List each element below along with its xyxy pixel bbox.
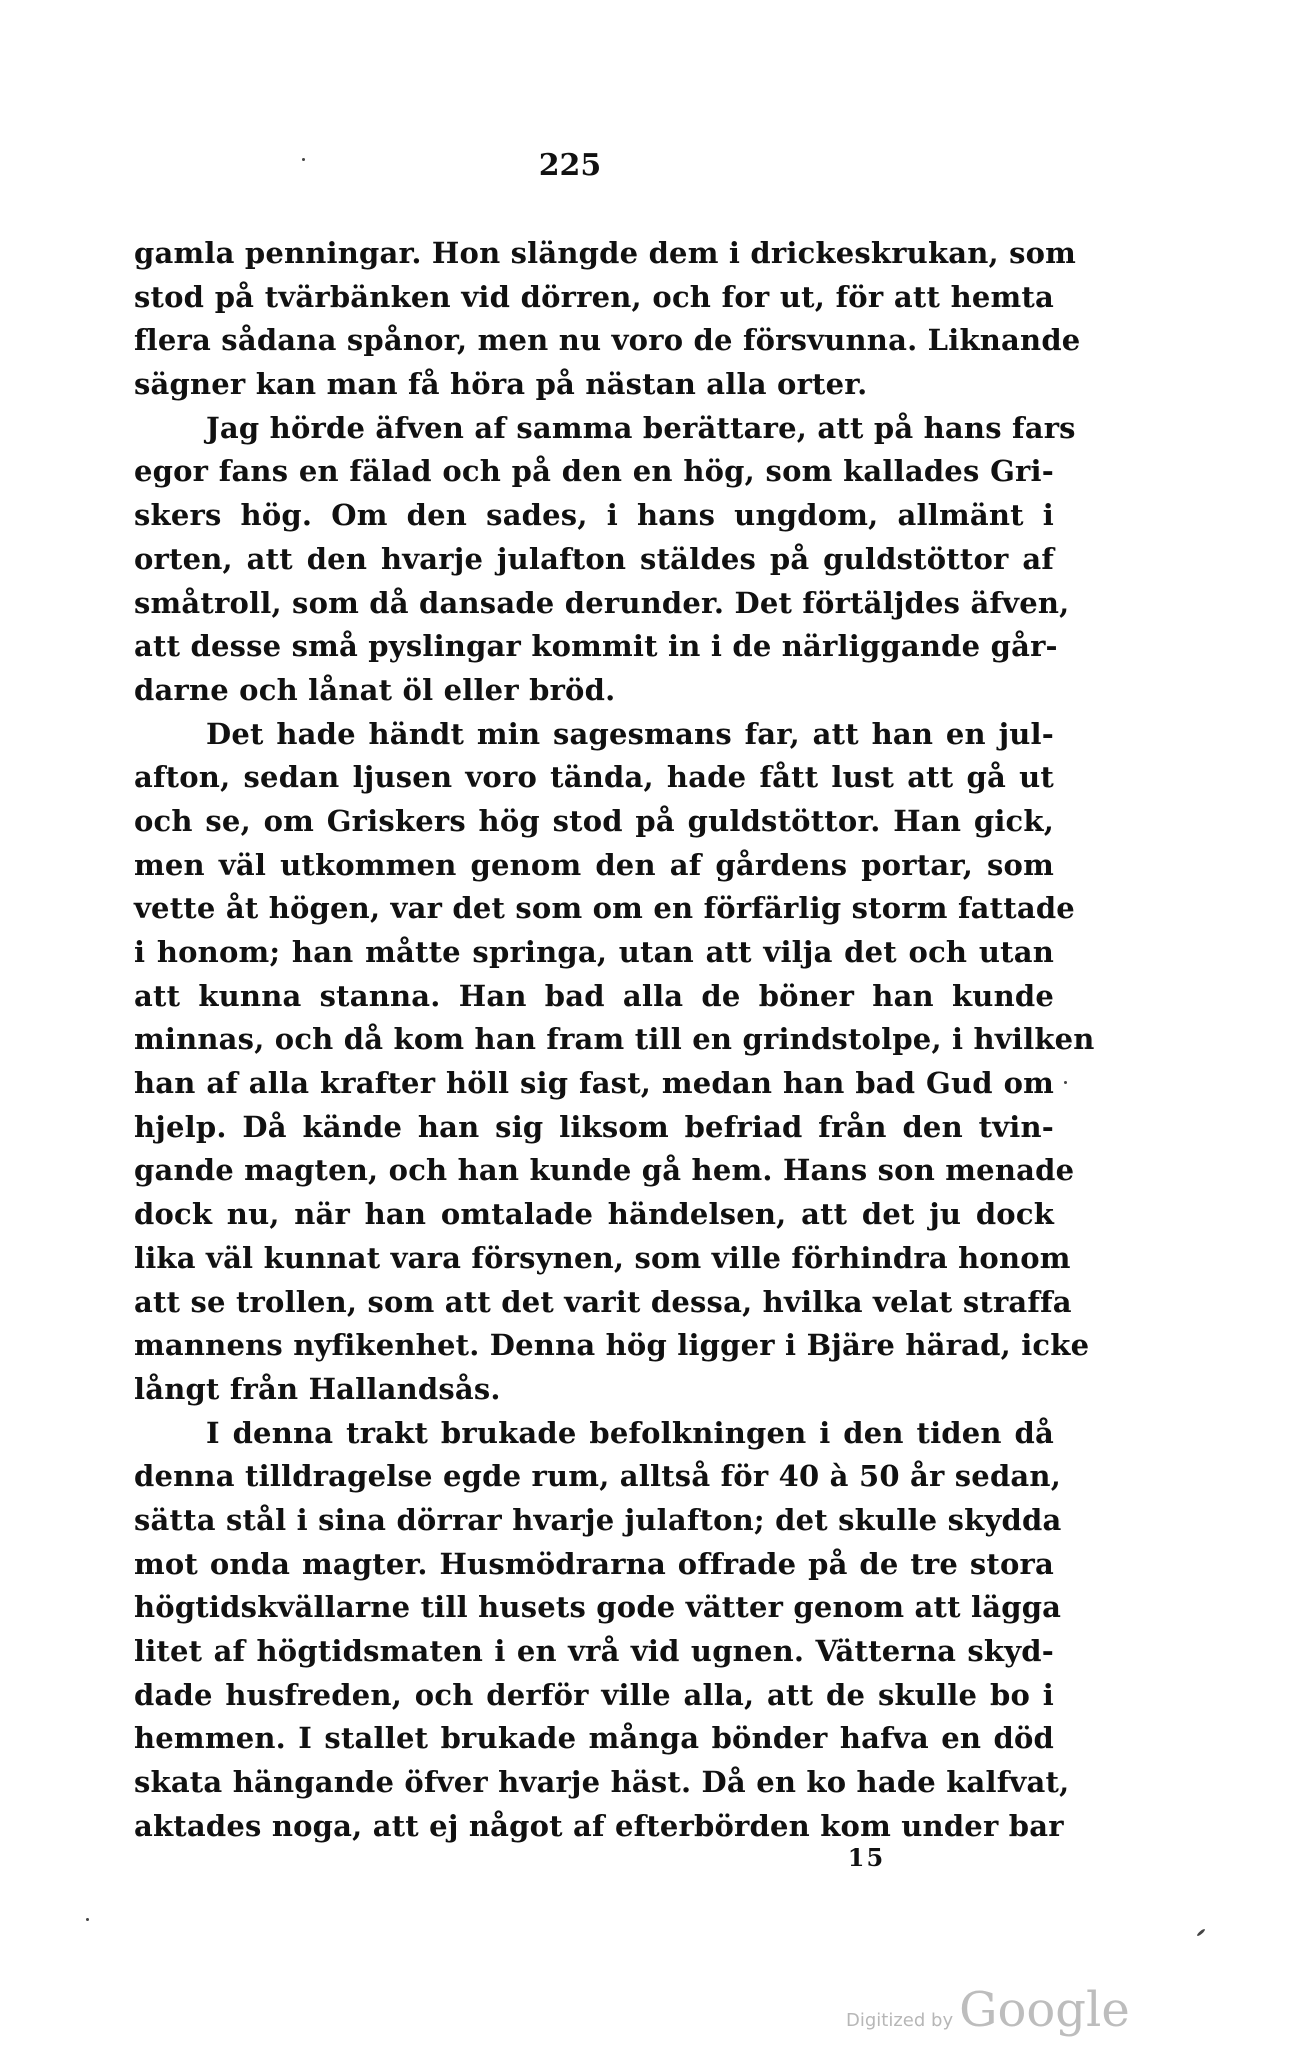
text-line: skata hängande öfver hvarje häst. Då en ko hade kalfvat, bbox=[134, 1765, 1070, 1800]
text-line: att kunna stanna. Han bad alla de böner han kunde bbox=[134, 978, 1054, 1013]
text-line: flera sådana spånor, men nu voro de försvunna. Liknande bbox=[134, 323, 1081, 358]
text-line: Jag hörde äfven af samma berättare, att på hans fars bbox=[206, 410, 1076, 445]
watermark-brand: Google bbox=[959, 1982, 1130, 2038]
text-line: och se, om Griskers hög stod på guldstöttor. Han gick, bbox=[134, 803, 1054, 838]
text-line: dade husfreden, och derför ville alla, att de skulle bo i bbox=[134, 1677, 1054, 1712]
text-line: småtroll, som då dansade derunder. Det förtäljdes äfven, bbox=[134, 585, 1070, 620]
digitized-watermark bbox=[846, 1982, 1130, 2038]
text-line: orten, att den hvarje julafton stäldes på guldstöttor af bbox=[134, 541, 1054, 576]
text-line: stod på tvärbänken vid dörren, och for ut, för att hemta bbox=[134, 279, 1054, 314]
text-line: gamla penningar. Hon slängde dem i drickeskrukan, som bbox=[134, 236, 1077, 270]
text-line: hjelp. Då kände han sig liksom befriad från den tvin- bbox=[134, 1109, 1054, 1144]
text-line: dock nu, när han omtalade händelsen, att det ju dock bbox=[134, 1197, 1054, 1232]
scan-speck bbox=[86, 1918, 89, 1921]
page-number: 225 bbox=[538, 148, 602, 183]
text-line: aktades noga, att ej något af efterbörden kom under bar bbox=[134, 1808, 1064, 1843]
text-line: hemmen. I stallet brukade många bönder hafva en död bbox=[134, 1721, 1054, 1756]
text-line: afton, sedan ljusen voro tända, hade fått lust att gå ut bbox=[134, 760, 1054, 795]
scan-speck bbox=[302, 158, 305, 161]
text-line: litet af högtidsmaten i en vrå vid ugnen. Vätterna skyd- bbox=[134, 1634, 1054, 1668]
text-line: långt från Hallandsås. bbox=[134, 1371, 501, 1406]
scan-speck bbox=[1064, 1081, 1067, 1084]
text-line: minnas, och då kom han fram till en grindstolpe, i hvilken bbox=[134, 1022, 1095, 1057]
text-line: vette åt högen, var det som om en förfärlig storm fattade bbox=[134, 891, 1075, 926]
text-line: mannens nyfikenhet. Denna hög ligger i Bjäre härad, icke bbox=[134, 1328, 1090, 1363]
text-line: han af alla krafter höll sig fast, medan han bad Gud om bbox=[134, 1066, 1054, 1101]
text-line: lika väl kunnat vara försynen, som ville förhindra honom bbox=[134, 1240, 1071, 1275]
text-line: I denna trakt brukade befolkningen i den tiden då bbox=[206, 1415, 1054, 1450]
text-line: sägner kan man få höra på nästan alla orter. bbox=[134, 367, 868, 402]
text-line: Det hade händt min sagesmans far, att han en jul- bbox=[206, 716, 1054, 751]
text-line: högtidskvällarne till husets gode vätter genom att lägga bbox=[134, 1590, 1062, 1625]
text-line: skers hög. Om den sades, i hans ungdom, allmänt i bbox=[134, 498, 1054, 533]
text-line: denna tilldragelse egde rum, alltså för 40 à 50 år sedan, bbox=[134, 1459, 1061, 1494]
text-line: men väl utkommen genom den af gårdens portar, som bbox=[134, 847, 1054, 882]
body-text bbox=[134, 232, 1095, 1848]
text-line: egor fans en fälad och på den en hög, som kallades Gri- bbox=[134, 454, 1054, 489]
text-line: sätta stål i sina dörrar hvarje julafton; det skulle skydda bbox=[134, 1502, 1062, 1537]
text-line: i honom; han måtte springa, utan att vilja det och utan bbox=[134, 935, 1054, 969]
signature-mark: 15 bbox=[847, 1843, 886, 1872]
text-line: att desse små pyslingar kommit in i de närliggande går- bbox=[134, 629, 1058, 664]
text-line: mot onda magter. Husmödrarna offrade på de tre stora bbox=[134, 1546, 1054, 1581]
text-line: gande magten, och han kunde gå hem. Hans son menade bbox=[134, 1153, 1075, 1188]
scan-speck bbox=[1196, 1928, 1206, 1937]
watermark-prefix: Digitized by bbox=[846, 2010, 954, 2031]
text-line: darne och lånat öl eller bröd. bbox=[134, 672, 616, 707]
text-line: att se trollen, som att det varit dessa, hvilka velat straffa bbox=[134, 1284, 1072, 1319]
